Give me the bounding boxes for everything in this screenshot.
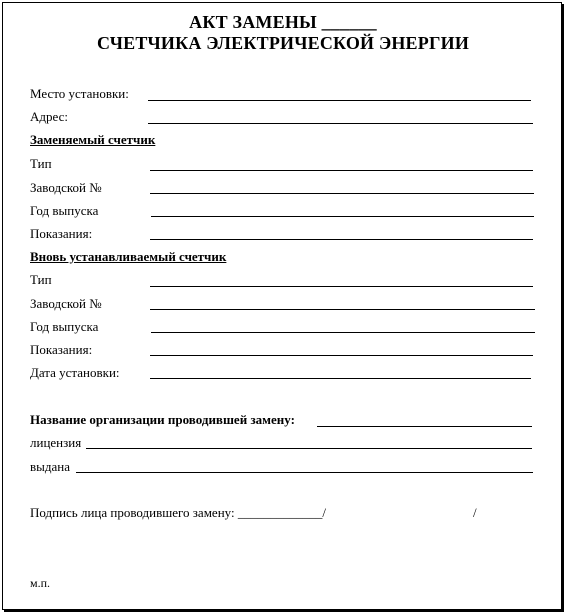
address-label: Адрес: — [30, 109, 68, 124]
new-meter-reading-label: Показания: — [30, 342, 93, 357]
issued-label: выдана — [30, 459, 70, 474]
old-meter-heading: Заменяемый счетчик — [30, 132, 156, 147]
new-meter-serial-line[interactable] — [150, 309, 535, 310]
organization-line[interactable] — [317, 426, 532, 427]
new-meter-year-line[interactable] — [151, 332, 535, 333]
install-date-line[interactable] — [150, 378, 531, 379]
organization-label: Название организации проводившей замену: — [30, 412, 295, 427]
old-meter-year-label: Год выпуска — [30, 203, 99, 218]
old-meter-type-line[interactable] — [150, 170, 533, 171]
old-meter-serial-line[interactable] — [150, 193, 534, 194]
stamp-place-label: м.п. — [30, 576, 51, 590]
issued-line[interactable] — [76, 472, 533, 473]
new-meter-serial-label: Заводской № — [30, 296, 102, 311]
license-line[interactable] — [86, 448, 532, 449]
signature-label: Подпись лица проводившего замену: _____________/ — [30, 505, 326, 520]
old-meter-serial-label: Заводской № — [30, 180, 102, 195]
address-field-line[interactable] — [148, 123, 533, 124]
old-meter-type-label: Тип — [30, 156, 52, 171]
new-meter-heading: Вновь устанавливаемый счетчик — [30, 249, 227, 264]
document-subtitle: СЧЕТЧИКА ЭЛЕКТРИЧЕСКОЙ ЭНЕРГИИ — [96, 33, 470, 53]
old-meter-reading-line[interactable] — [150, 239, 533, 240]
signature-slash: / — [473, 505, 477, 520]
document-title: АКТ ЗАМЕНЫ ______ — [189, 12, 377, 32]
license-label: лицензия — [30, 435, 82, 450]
location-label: Место установки: — [30, 86, 129, 101]
new-meter-type-line[interactable] — [150, 286, 533, 287]
old-meter-year-line[interactable] — [151, 216, 534, 217]
new-meter-year-label: Год выпуска — [30, 319, 99, 334]
new-meter-type-label: Тип — [30, 272, 52, 287]
location-field-line[interactable] — [148, 100, 531, 101]
new-meter-reading-line[interactable] — [150, 355, 533, 356]
old-meter-reading-label: Показания: — [30, 226, 93, 241]
install-date-label: Дата установки: — [30, 365, 120, 380]
